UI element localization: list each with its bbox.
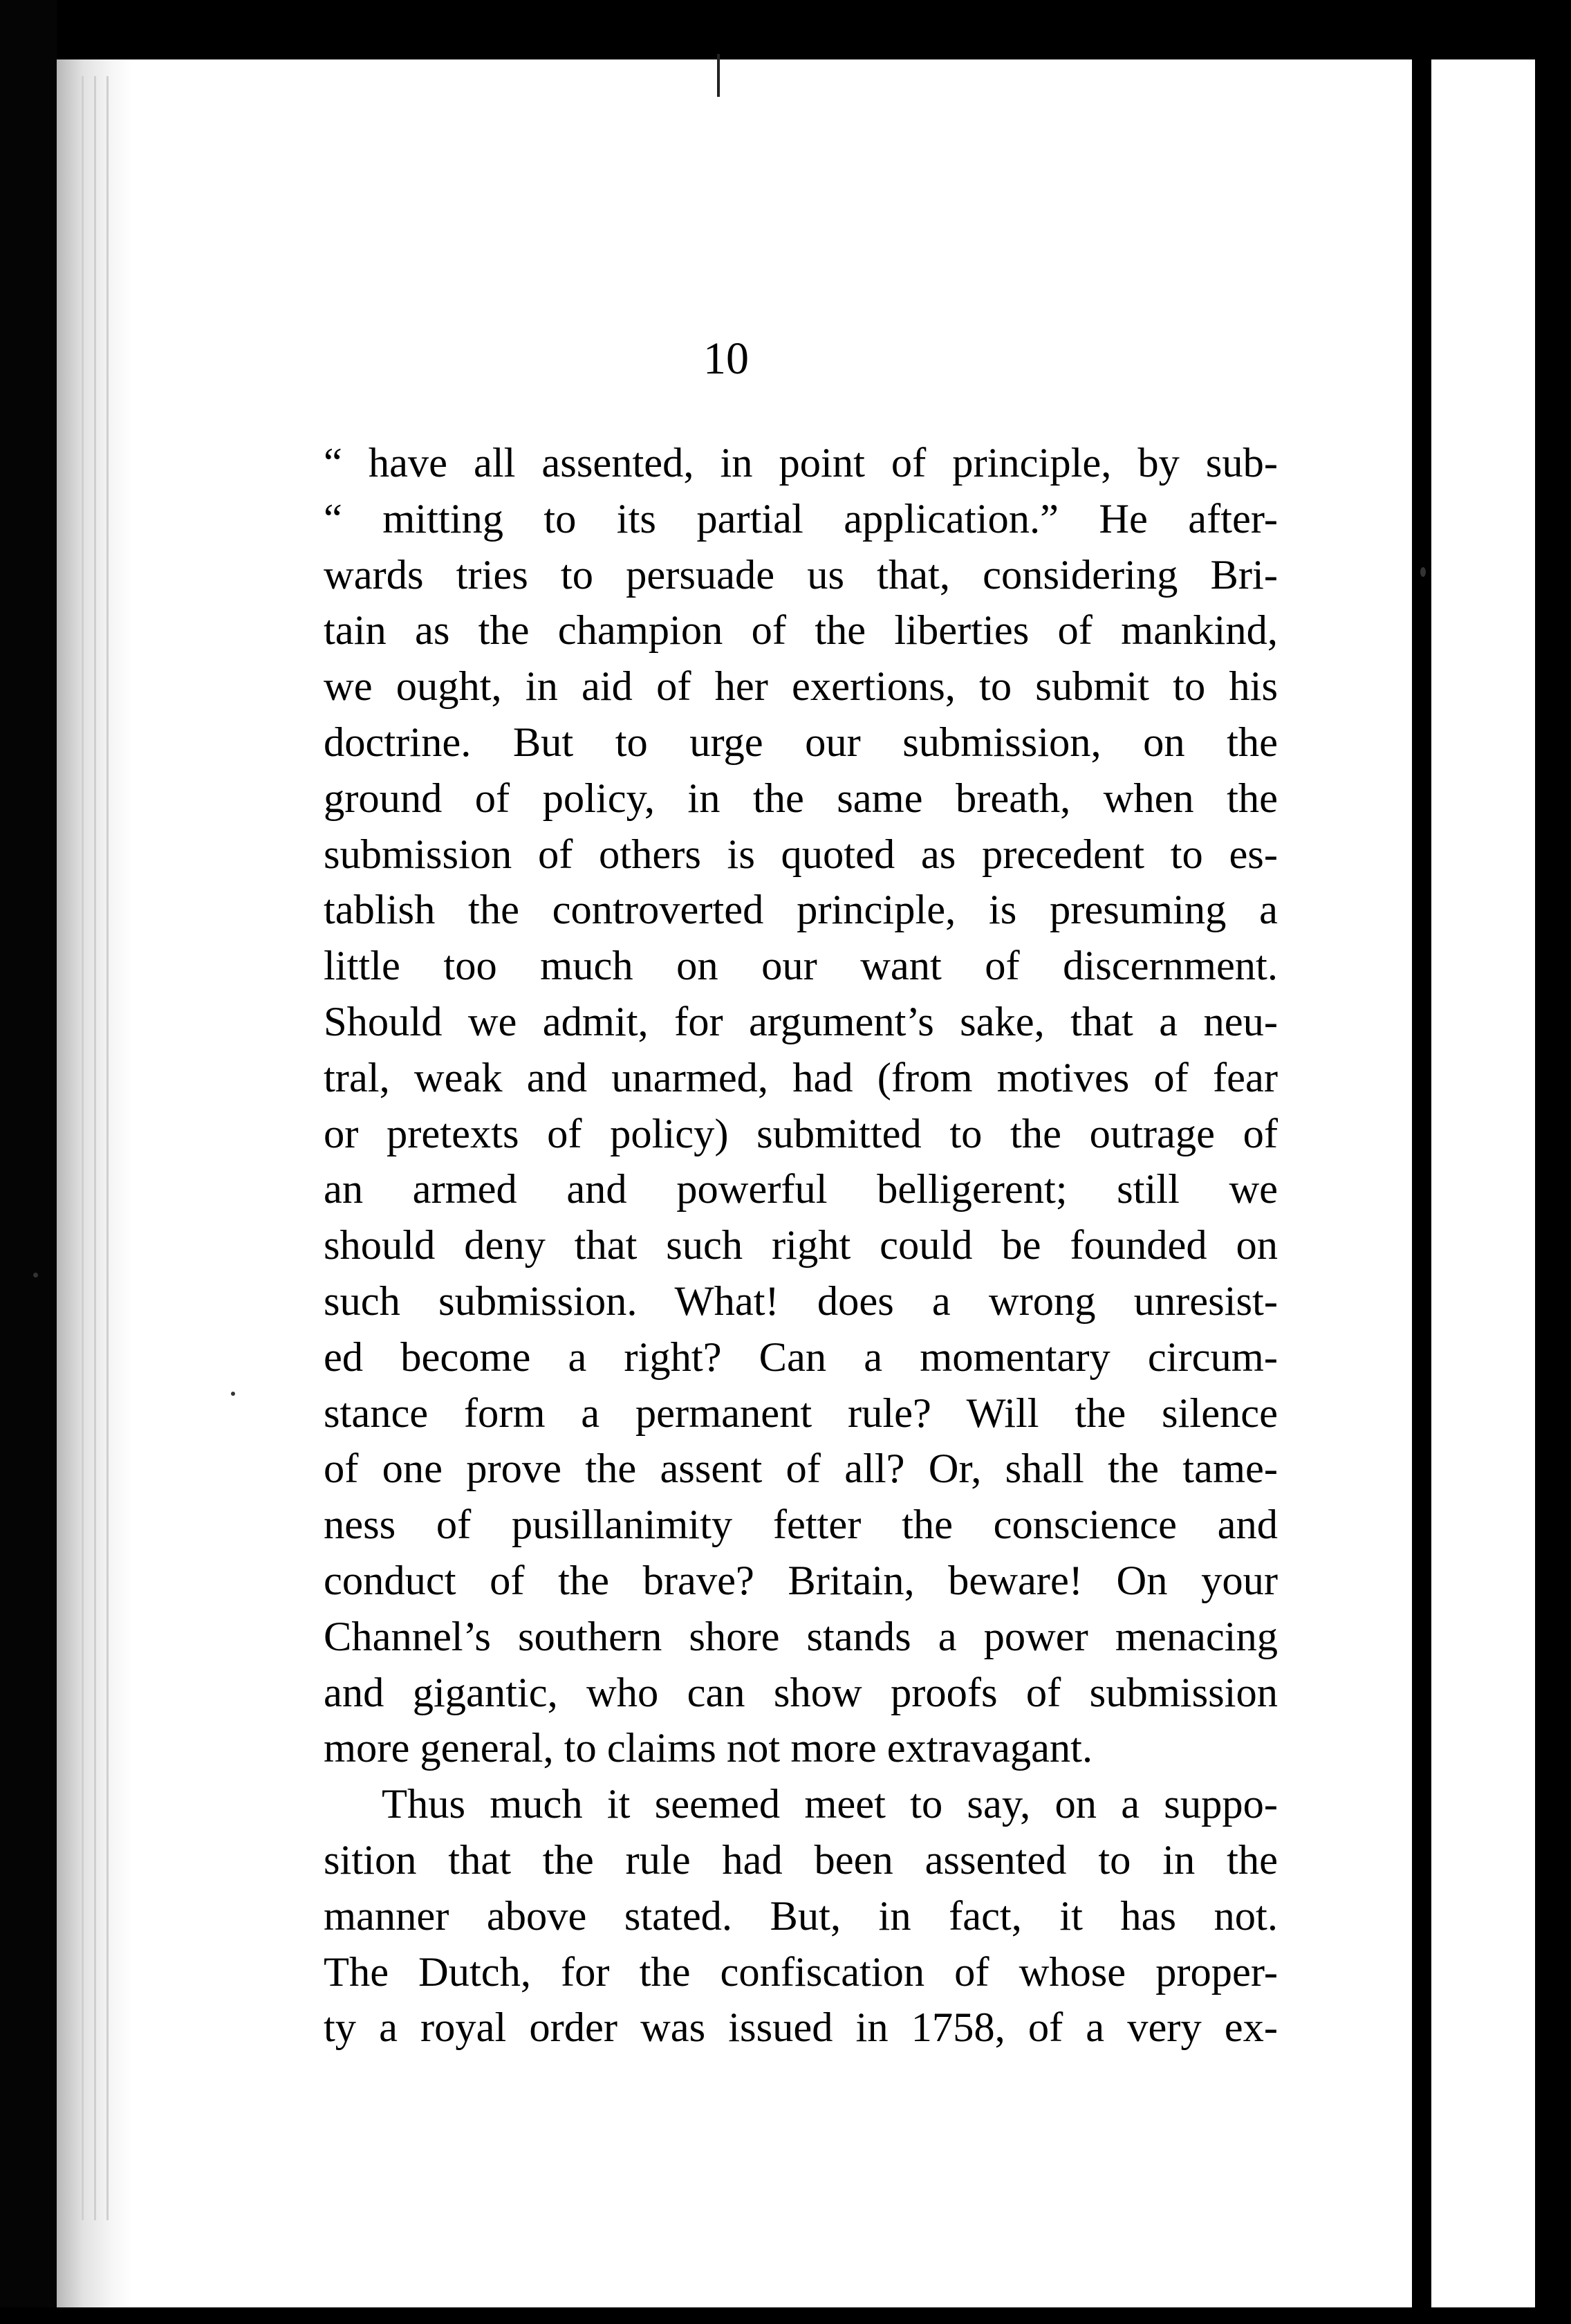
text-line: tablish the controverted principle, is presuming a	[324, 887, 1278, 934]
text-line: sition that the rule had been assented to in the	[324, 1836, 1278, 1883]
text-line: Thus much it seemed meet to say, on a suppo-	[382, 1781, 1278, 1828]
text-line: of one prove the assent of all? Or, shall the tame-	[324, 1446, 1278, 1493]
text-line: “ have all assented, in point of principle, by sub-	[324, 440, 1278, 486]
scan-speck	[33, 1273, 38, 1278]
text-line: conduct of the brave? Britain, beware! On your	[324, 1557, 1278, 1604]
text-line: submission of others is quoted as precedent to es-	[324, 831, 1278, 878]
text-line: more general, to claims not more extravagant.	[324, 1725, 1093, 1772]
text-line: “ mitting to its partial application.” He after-	[324, 495, 1278, 542]
scan-speck	[231, 1392, 235, 1396]
text-line: The Dutch, for the confiscation of whose proper-	[324, 1948, 1278, 1995]
scan-right-border	[1535, 59, 1571, 2324]
text-line: and gigantic, who can show proofs of submission	[324, 1669, 1278, 1716]
text-line: ness of pusillanimity fetter the conscience and	[324, 1502, 1278, 1549]
text-line: such submission. What! does a wrong unresist-	[324, 1278, 1278, 1325]
text-line: Should we admit, for argument’s sake, that a neu-	[324, 998, 1278, 1045]
text-line: Channel’s southern shore stands a power menacing	[324, 1613, 1278, 1660]
text-line: wards tries to persuade us that, considering Bri-	[324, 551, 1278, 598]
text-line: little too much on our want of discernment.	[324, 943, 1278, 990]
text-line: ty a royal order was issued in 1758, of a very ex-	[324, 2004, 1278, 2051]
scan-mark	[717, 54, 720, 97]
page-body-text	[324, 436, 1278, 2056]
page-number: 10	[703, 333, 749, 384]
text-line: ground of policy, in the same breath, when the	[324, 775, 1278, 822]
text-line: we ought, in aid of her exertions, to submit to his	[324, 663, 1278, 710]
text-line: should deny that such right could be founded on	[324, 1222, 1278, 1269]
page-edge-line	[106, 76, 109, 2220]
page-gutter	[1412, 59, 1431, 2324]
text-line: tral, weak and unarmed, had (from motives of fear	[324, 1054, 1278, 1101]
text-line: an armed and powerful belligerent; still we	[324, 1166, 1278, 1213]
text-line: manner above stated. But, in fact, it has not.	[324, 1892, 1278, 1939]
scan-top-border	[0, 0, 1571, 59]
scan-bottom-border	[0, 2307, 1571, 2324]
page-edge-line	[94, 76, 96, 2220]
adjacent-page-edge	[1431, 59, 1535, 2324]
text-line: or pretexts of policy) submitted to the outrage of	[324, 1110, 1278, 1157]
page-edge-line	[82, 76, 84, 2220]
scan-speck	[1420, 567, 1426, 577]
text-line: stance form a permanent rule? Will the silence	[324, 1390, 1278, 1437]
text-line: ed become a right? Can a momentary circum-	[324, 1334, 1278, 1381]
text-line: tain as the champion of the liberties of mankind,	[324, 607, 1278, 654]
scan-left-border	[0, 0, 57, 2324]
text-line: doctrine. But to urge our submission, on the	[324, 719, 1278, 766]
